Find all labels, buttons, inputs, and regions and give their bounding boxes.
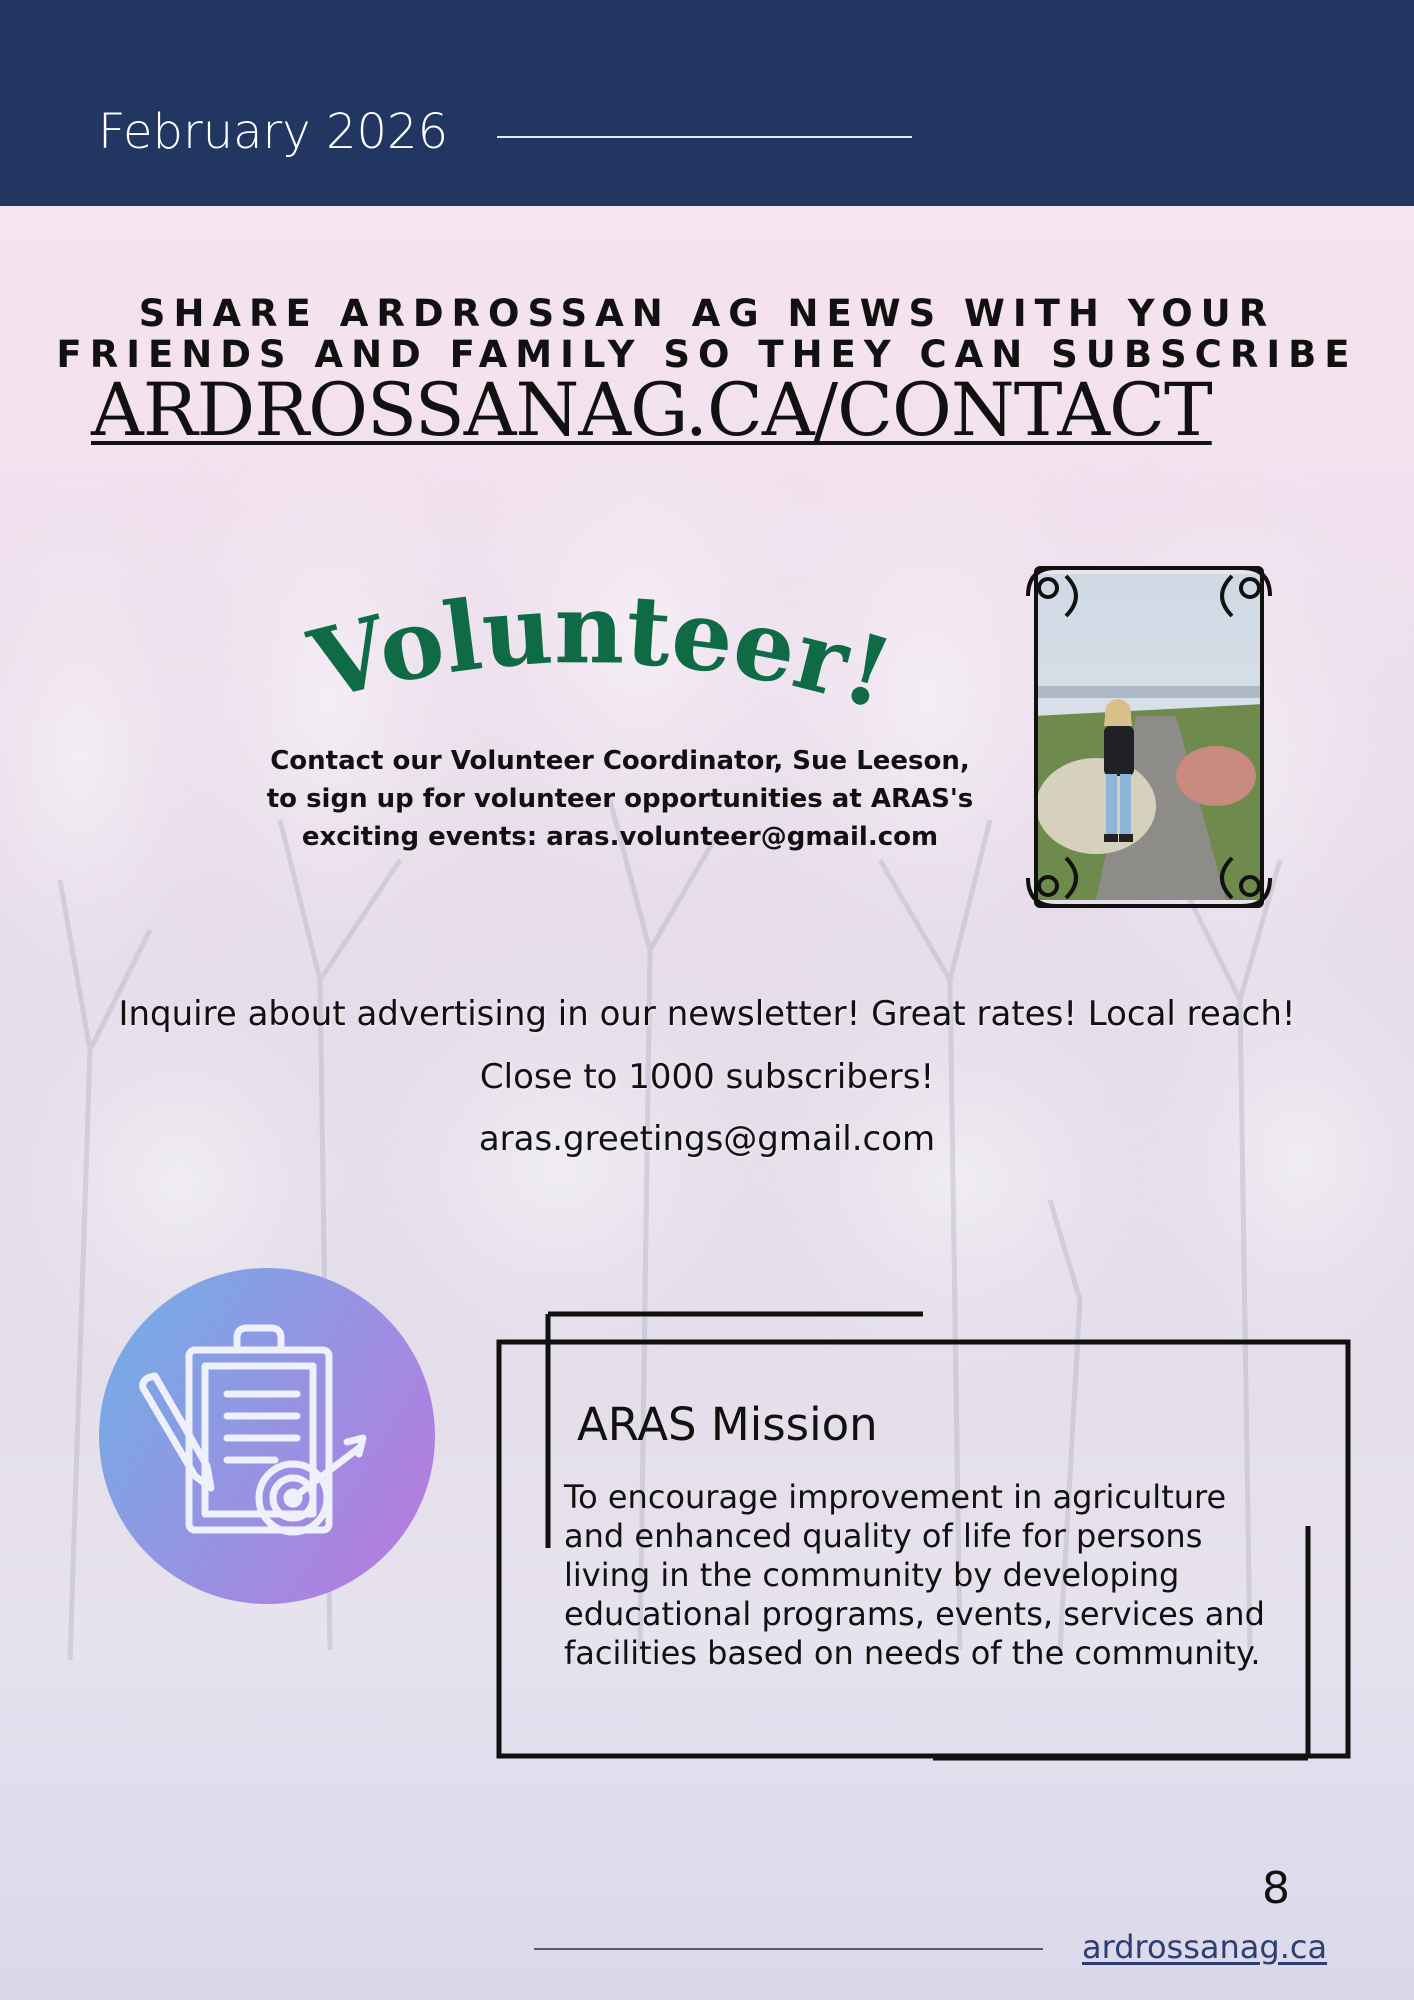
svg-text:Volunteer! [299,590,904,731]
volunteer-heading [280,590,920,740]
mission-title: ARAS Mission [577,1398,878,1451]
volunteer-text [250,742,990,856]
mission-line-4: educational programs, events, services and [564,1595,1265,1633]
clipboard-target-icon [97,1266,437,1606]
footer-website-link[interactable]: ardrossanag.ca [1082,1928,1328,1966]
mission-statement [564,1478,1304,1673]
mission-line-5: facilities based on needs of the community. [564,1634,1261,1672]
mission-line-1: To encourage improvement in agriculture [564,1478,1227,1516]
mission-line-2: and enhanced quality of life for persons [564,1517,1203,1555]
advertising-line-2: Close to 1000 subscribers! [479,1057,935,1097]
mission-line-3: living in the community by developing [564,1556,1180,1594]
header-band [0,0,1414,206]
advertising-line-1: Inquire about advertising in our newsletter! Great rates! Local reach! [118,994,1296,1034]
issue-date: February 2026 [98,104,449,160]
share-line-1: SHARE ARDROSSAN AG NEWS WITH YOUR [138,292,1276,335]
volunteer-line-1: Contact our Volunteer Coordinator, Sue Leeson, [270,746,970,776]
volunteer-heading-text: Volunteer! [299,590,905,732]
volunteer-line-2: to sign up for volunteer opportunities at ARAS's [266,784,974,814]
header-divider [497,136,912,138]
coordinator-photo [1026,566,1272,908]
page-number: 8 [1262,1863,1290,1914]
volunteer-line-3: exciting events: aras.volunteer@gmail.com [301,822,939,852]
share-line-2: FRIENDS AND FAMILY SO THEY CAN SUBSCRIBE [56,333,1358,376]
advertising-email[interactable]: aras.greetings@gmail.com [478,1119,936,1159]
footer-divider [534,1948,1043,1950]
contact-link[interactable]: ARDROSSANAG.CA/CONTACT [91,368,1212,453]
